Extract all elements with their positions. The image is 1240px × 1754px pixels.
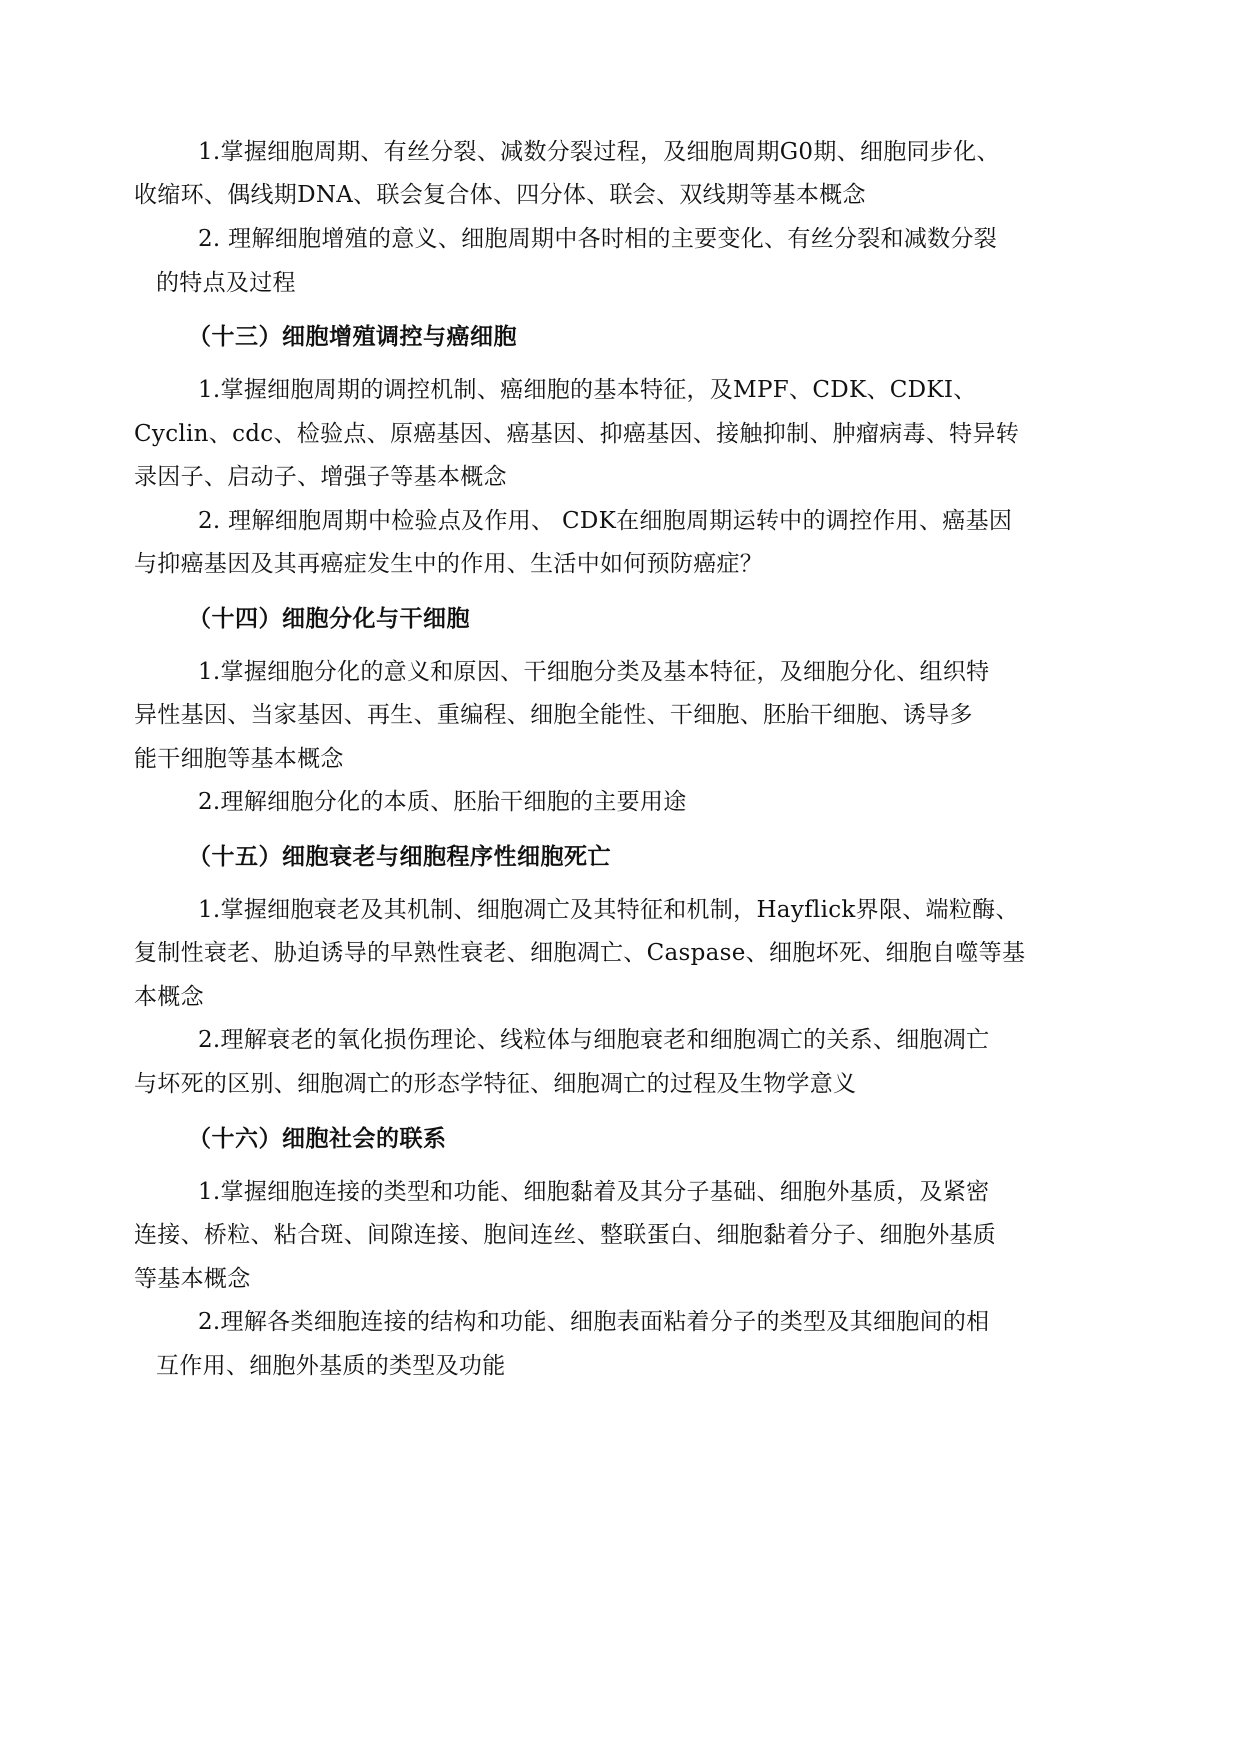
s16-p2-line2: 互作用、细胞外基质的类型及功能 [156, 1353, 506, 1379]
s14-p1-line2: 异性基因、当家基因、再生、重编程、细胞全能性、干细胞、胚胎干细胞、诱导多 [134, 702, 973, 728]
s15-p2-line1: 2.理解衰老的氧化损伤理论、线粒体与细胞衰老和细胞凋亡的关系、细胞凋亡 [198, 1027, 990, 1053]
s15-p1-line3: 本概念 [134, 984, 204, 1010]
s13-p2-line1: 2. 理解细胞周期中检验点及作用、 CDK在细胞周期运转中的调控作用、癌基因 [198, 508, 1013, 534]
s13-p2-line2: 与抑癌基因及其再癌症发生中的作用、生活中如何预防癌症？ [134, 551, 764, 577]
section-heading-14: （十四）细胞分化与干细胞 [188, 605, 470, 632]
s15-p2-line2: 与坏死的区别、细胞凋亡的形态学特征、细胞凋亡的过程及生物学意义 [134, 1071, 857, 1097]
section-heading-16: （十六）细胞社会的联系 [188, 1125, 447, 1152]
s16-p1-line2: 连接、桥粒、粘合斑、间隙连接、胞间连丝、整联蛋白、细胞黏着分子、细胞外基质 [134, 1222, 997, 1248]
s14-p2-line1: 2.理解细胞分化的本质、胚胎干细胞的主要用途 [198, 789, 687, 815]
s12-p1-line1: 1.掌握细胞周期、有丝分裂、减数分裂过程，及细胞周期G0期、细胞同步化、 [198, 139, 1000, 165]
s13-p1-line3: 录因子、启动子、增强子等基本概念 [134, 464, 507, 490]
s12-p2-line1: 2. 理解细胞增殖的意义、细胞周期中各时相的主要变化、有丝分裂和减数分裂 [198, 226, 998, 252]
s12-p1-line2: 收缩环、偶线期DNA、联会复合体、四分体、联会、双线期等基本概念 [134, 182, 866, 208]
s13-p1-line1: 1.掌握细胞周期的调控机制、癌细胞的基本特征，及MPF、CDK、CDKI、 [198, 377, 977, 403]
s16-p1-line1: 1.掌握细胞连接的类型和功能、细胞黏着及其分子基础、细胞外基质，及紧密 [198, 1179, 990, 1205]
s16-p2-line1: 2.理解各类细胞连接的结构和功能、细胞表面粘着分子的类型及其细胞间的相 [198, 1309, 990, 1335]
s16-p1-line3: 等基本概念 [134, 1266, 251, 1292]
s13-p1-line2: Cyclin、cdc、检验点、原癌基因、癌基因、抑癌基因、接触抑制、肿瘤病毒、特异转 [134, 421, 1020, 447]
s14-p1-line1: 1.掌握细胞分化的意义和原因、干细胞分类及基本特征，及细胞分化、组织特 [198, 659, 990, 685]
s15-p1-line2: 复制性衰老、胁迫诱导的早熟性衰老、细胞凋亡、Caspase、细胞坏死、细胞自噬等基 [134, 940, 1026, 966]
section-heading-15: （十五）细胞衰老与细胞程序性细胞死亡 [188, 843, 611, 870]
section-heading-13: （十三）细胞增殖调控与癌细胞 [188, 323, 517, 350]
s12-p2-line2: 的特点及过程 [156, 270, 296, 296]
s15-p1-line1: 1.掌握细胞衰老及其机制、细胞凋亡及其特征和机制，Hayflick界限、端粒酶、 [198, 897, 1019, 923]
s14-p1-line3: 能干细胞等基本概念 [134, 746, 344, 772]
